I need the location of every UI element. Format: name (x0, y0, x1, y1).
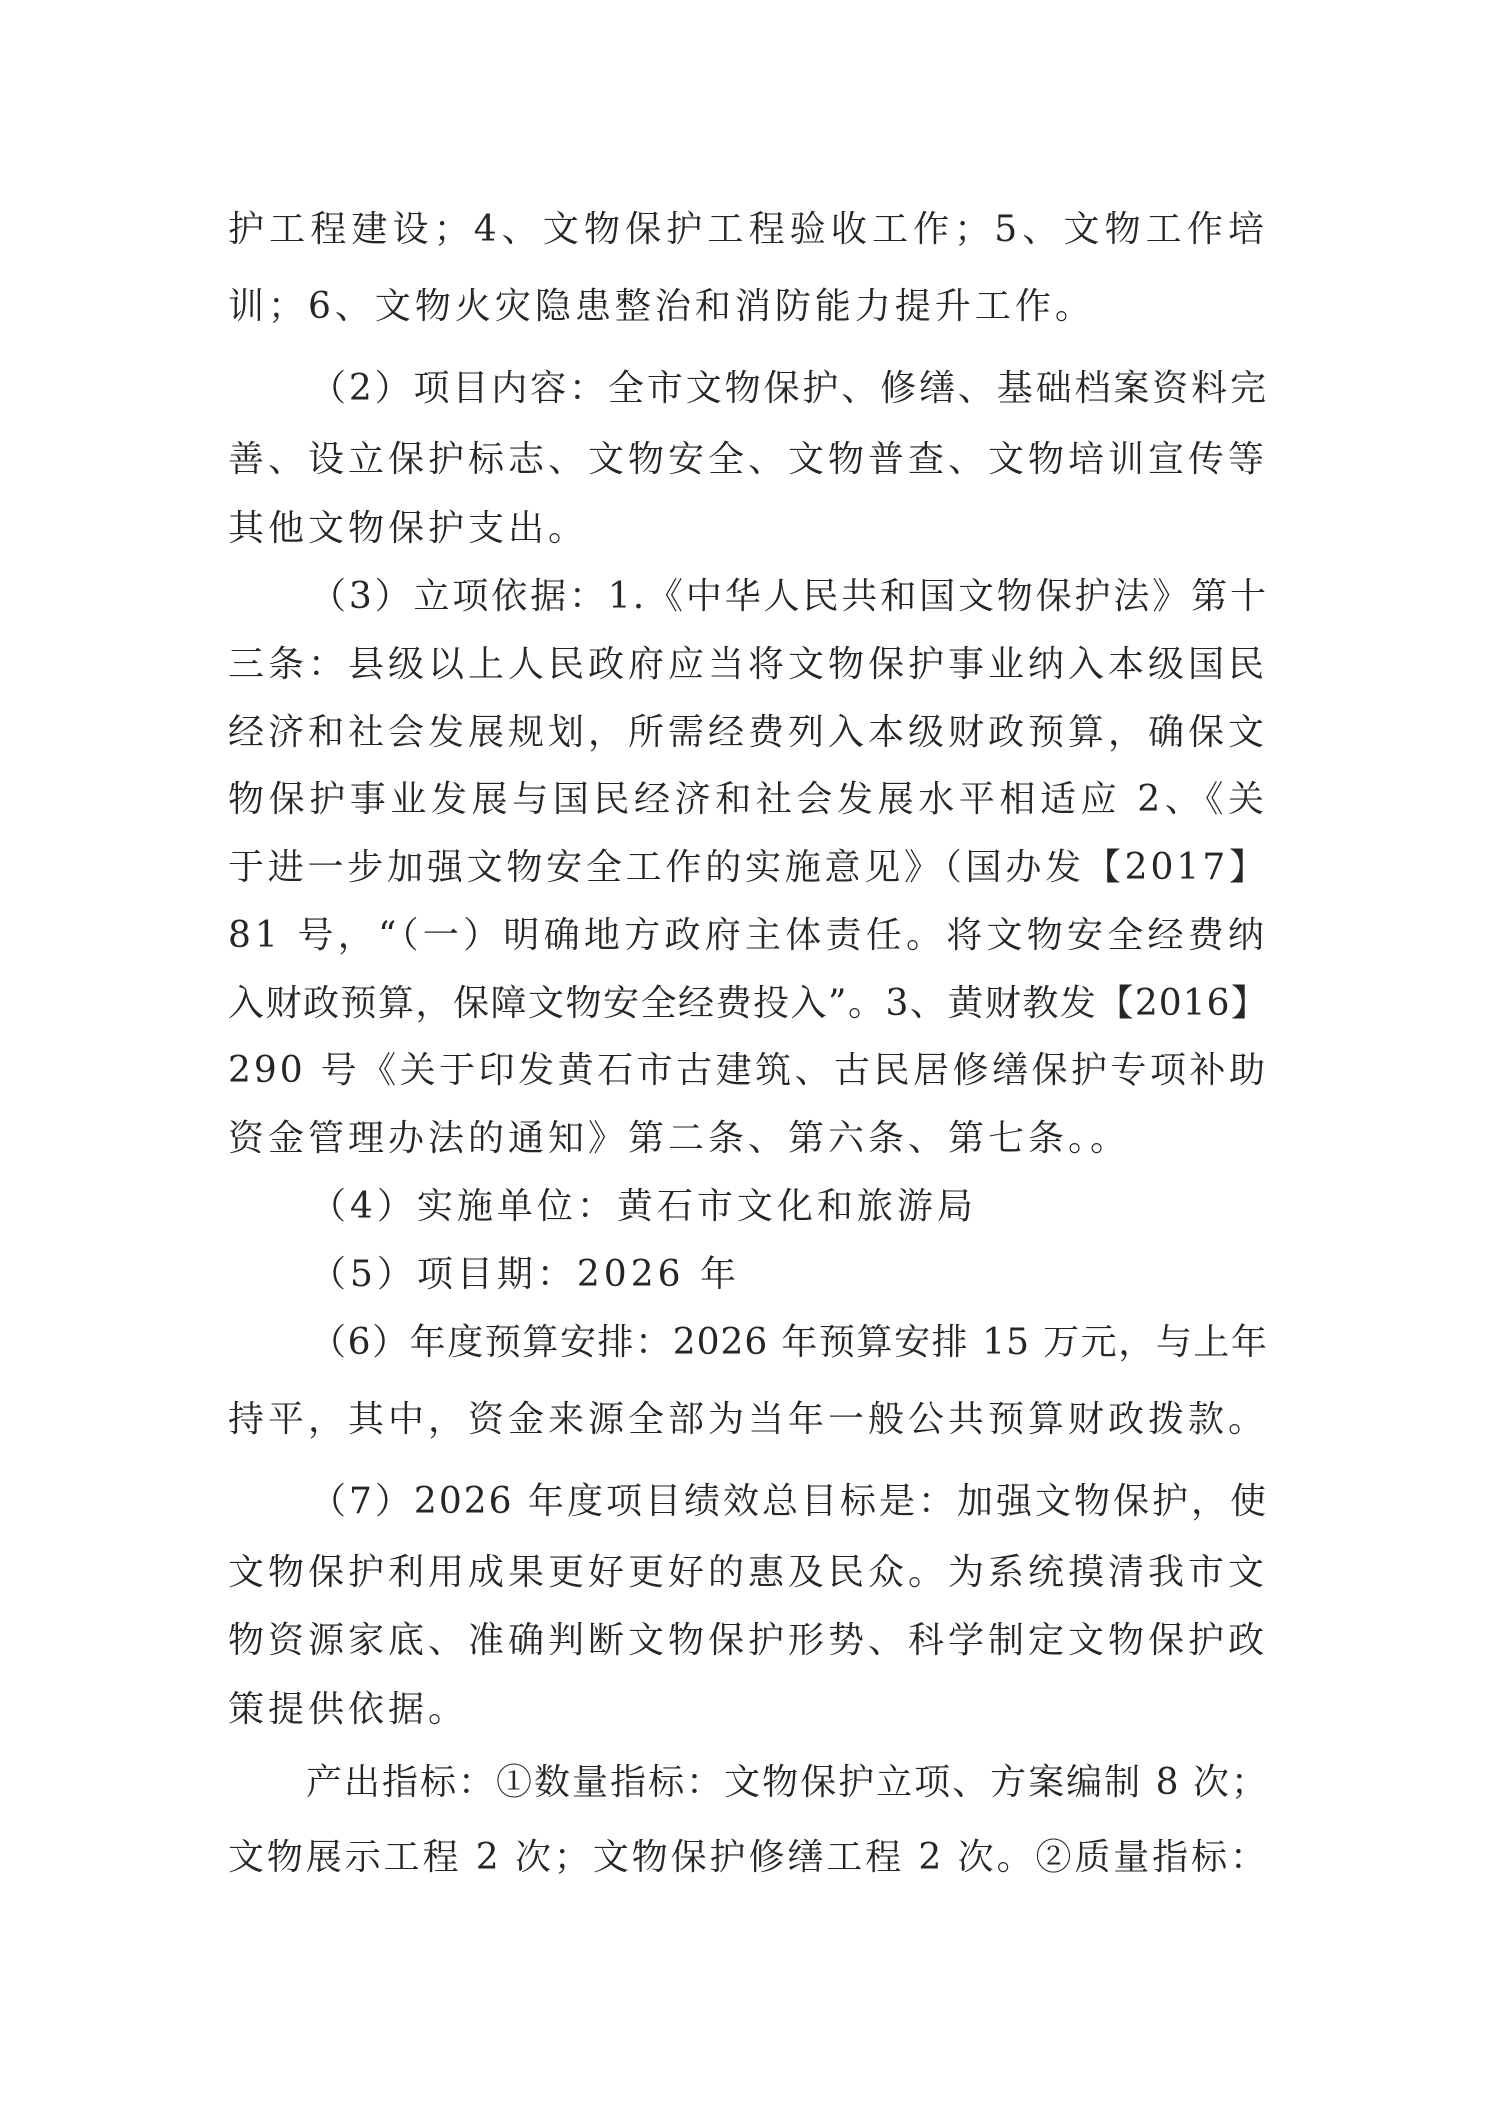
body-text-line: 文物保护利用成果更好更好的惠及民众。为系统摸清我市文 (228, 1552, 1269, 1593)
body-text-line: 资金管理办法的通知》第二条、第六条、第七条。。 (228, 1118, 1131, 1159)
body-text-line: 策提供依据。 (228, 1689, 469, 1730)
section-3-heading-line: （3）立项依据：1.《中华人民共和国文物保护法》第十 (310, 576, 1268, 617)
section-2-heading-line: （2）项目内容：全市文物保护、修缮、基础档案资料完 (310, 368, 1268, 409)
body-text-line: 经济和社会发展规划，所需经费列入本级财政预算，确保文 (228, 712, 1269, 753)
section-7-heading-line: （7）2026 年度项目绩效总目标是：加强文物保护，使 (310, 1481, 1268, 1522)
body-text-line: 护工程建设；4、文物保护工程验收工作；5、文物工作培 (228, 209, 1268, 250)
body-text-line: 文物展示工程 2 次；文物保护修缮工程 2 次。②质量指标： (228, 1837, 1268, 1878)
output-indicator-heading-line: 产出指标：①数量指标：文物保护立项、方案编制 8 次； (306, 1762, 1268, 1803)
section-4-line: （4）实施单位：黄石市文化和旅游局 (310, 1186, 977, 1227)
body-text-line: 训；6、文物火灾隐患整治和消防能力提升工作。 (228, 286, 1095, 327)
body-text-line: 81 号，“（一）明确地方政府主体责任。将文物安全经费纳 (228, 915, 1268, 956)
section-6-heading-line: （6）年度预算安排：2026 年预算安排 15 万元，与上年 (310, 1322, 1268, 1363)
body-text-line: 物保护事业发展与国民经济和社会发展水平相适应 2、《关 (228, 779, 1268, 820)
body-text-line: 持平，其中，资金来源全部为当年一般公共预算财政拨款。 (228, 1399, 1269, 1440)
body-text-line: 善、设立保护标志、文物安全、文物普查、文物培训宣传等 (228, 439, 1269, 480)
body-text-line: 其他文物保护支出。 (228, 508, 589, 549)
section-5-line: （5）项目期：2026 年 (310, 1254, 740, 1295)
body-text-line: 入财政预算，保障文物安全经费投入”。3、黄财教发【2016】 (228, 983, 1268, 1024)
body-text-line: 290 号《关于印发黄石市古建筑、古民居修缮保护专项补助 (228, 1050, 1268, 1091)
body-text-line: 于进一步加强文物安全工作的实施意见》（国办发【2017】 (228, 847, 1268, 888)
body-text-line: 三条：县级以上人民政府应当将文物保护事业纳入本级国民 (228, 644, 1269, 685)
body-text-line: 物资源家底、准确判断文物保护形势、科学制定文物保护政 (228, 1620, 1269, 1661)
